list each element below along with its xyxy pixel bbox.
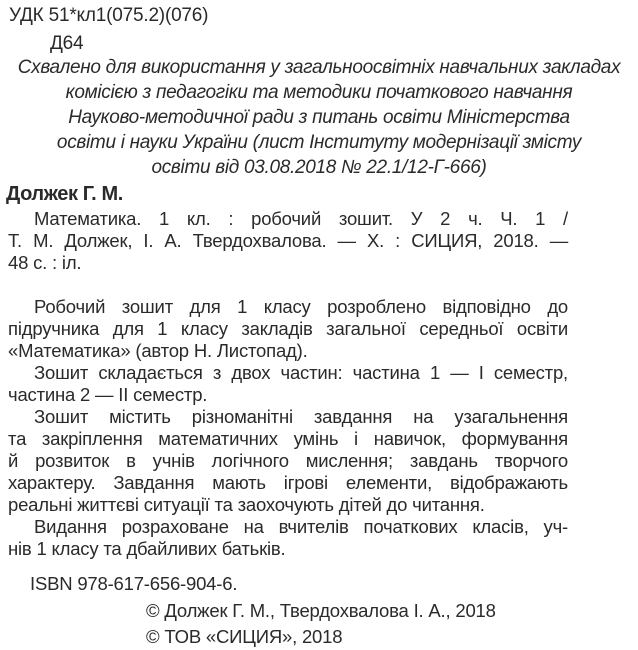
annotation-paragraph-3: [8, 406, 568, 516]
annotation-line: частина 2 — ІІ семестр.: [8, 384, 208, 405]
approval-line: Науково-методичної ради з питань освіти Міністерства: [68, 107, 570, 128]
annotation-line: нів 1 класу та дбайливих батьків.: [8, 538, 286, 559]
annotation-line: й розвиток в учнів логічного мислення; завдань творчого: [8, 450, 568, 471]
author-mark: Д64: [50, 33, 84, 54]
bibliographic-line: 48 с. : іл.: [8, 252, 82, 273]
udk-code: УДК 51*кл1(075.2)(076): [9, 5, 209, 26]
annotation-line: підручника для 1 класу закладів загальної середньої освіти: [8, 318, 568, 339]
approval-line: комісією з педагогіки та методики початкового навчання: [65, 82, 573, 103]
annotation-line: та закріплення математичних умінь і навичок, формування: [8, 428, 568, 449]
approval-line: освіти і науки України (лист Інституту модернізації змісту: [56, 132, 582, 153]
copyright-publisher: © ТОВ «СИЦИЯ», 2018: [146, 626, 343, 647]
annotation-line: «Математика» (автор Н. Листопад).: [8, 340, 308, 361]
annotation-line: Зошит містить різноманітні завдання на узагальнення: [34, 406, 568, 427]
annotation-line: Видання розраховане на вчителів початкових класів, уч-: [34, 516, 568, 537]
annotation-line: реальні життєві ситуації та заохочують дітей до читання.: [8, 494, 485, 515]
annotation-line: характеру. Завдання мають ігрові елементи, відображають: [8, 472, 568, 493]
bibliographic-line: Т. М. Должек, І. А. Твердохвалова. — Х. : СИЦИЯ, 2018. —: [8, 230, 568, 251]
isbn: ISBN 978-617-656-904-6.: [30, 573, 238, 594]
author-heading: Должек Г. М.: [6, 183, 123, 205]
annotation-paragraph-2: [8, 362, 568, 406]
annotation-paragraph-1: [8, 296, 568, 362]
bibliographic-line: Математика. 1 кл. : робочий зошит. У 2 ч. Ч. 1 /: [34, 208, 568, 229]
approval-line: Схвалено для використання у загальноосвітніх навчальних закладах: [17, 57, 621, 78]
bibliographic-description: [8, 208, 568, 274]
annotation-paragraph-4: [8, 516, 568, 560]
approval-line: освіти від 03.08.2018 № 22.1/12-Г-666): [151, 157, 487, 178]
annotation-line: Робочий зошит для 1 класу розроблено відповідно до: [34, 296, 568, 317]
copyright-authors: © Должек Г. М., Твердохвалова І. А., 2018: [146, 600, 496, 621]
annotation-line: Зошит складається з двох частин: частина 1 — І семестр,: [34, 362, 568, 383]
